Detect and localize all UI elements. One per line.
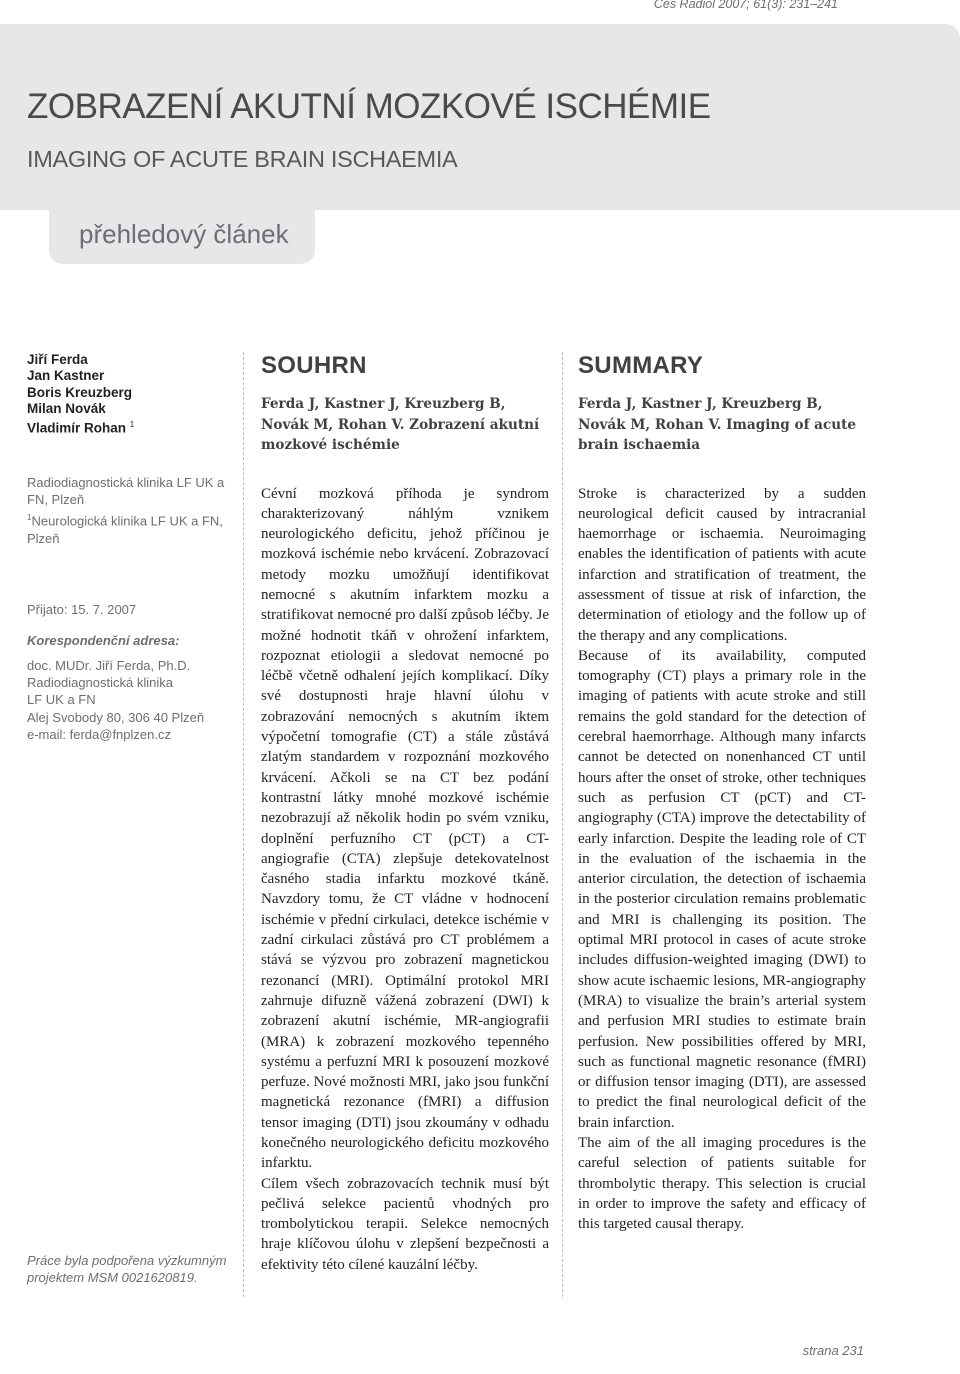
- summary-column: [578, 352, 866, 1234]
- correspondence-line: doc. MUDr. Jiří Ferda, Ph.D.: [27, 658, 191, 673]
- summary-citation: Ferda J, Kastner J, Kreuzberg B, Novák M, Rohan V. Imaging of acute brain ischaemia: [578, 396, 857, 453]
- column-divider-right: [562, 352, 563, 1297]
- column-divider-left: [243, 352, 244, 1297]
- affiliation-mark: 1: [27, 512, 32, 522]
- correspondence-line: LF UK a FN: [27, 692, 96, 708]
- summary-heading: SUMMARY: [578, 352, 704, 379]
- correspondence-line: Alej Svobody 80, 306 40 Plzeň: [27, 709, 205, 725]
- summary-paragraph: The aim of the all imaging procedures is the careful selection of patients suitable for thrombolytic therapy. This selection is crucial in order to improve the safety and efficacy of this targeted causal therapy.: [578, 1135, 866, 1233]
- article-title-english: IMAGING OF ACUTE BRAIN ISCHAEMIA: [27, 146, 458, 172]
- affiliation-1: Radiodiagnostická klinika LF UK a FN, Plzeň: [27, 475, 225, 508]
- grant-note: Práce byla podpořena výzkumným projektem MSM 0021620819.: [27, 1253, 227, 1286]
- correspondence-email: e-mail: ferda@fnplzen.cz: [27, 726, 171, 742]
- page-number: strana 231: [802, 1343, 864, 1358]
- souhrn-heading: SOUHRN: [261, 352, 367, 379]
- summary-body: [578, 484, 866, 1235]
- souhrn-paragraph: Cévní mozková příhoda je syndrom charakterizovaný náhlým vznikem neurologického deficitu, jehož příčinou je mozková ischémie nebo krvácení. Zobrazovací metody mozku umožňují identifikovat nemocné s akutním infarktem mozku a stratifikovat nemocné pro další způsob léčby. Je možné hodnotit tkáň v ohrožení infarktem, rozpoznat etiologii a sledovat nemocné po léčbě včetně odhalení jejích komplikací. Díky své dostupnosti hraje hlavní úlohu v zobrazování nemocných s akutním iktem výpočetní tomografie (CT) a stále zůstává zlatým standardem v rozpoznání mozkového krvácení. Ačkoli se na CT bez podání kontrastní látky mnohé mozkové ischémie nezobrazují až několik hodin po svém vzniku, doplnění perfuzního CT (pCT) a CT-angiografie (CTA) zlepšuje detekovatelnost časného stadia infarktu mozkové tkáně. Navzdory tomu, že CT vládne v hodnocení ischémie v přední cirkulaci, detekce ischémie v zadní cirkulaci zůstává pro CT problémem a stává se výzvou pro zobrazení magnetickou rezonancí (MRI). Optimální protokol MRI zahrnuje difuzně vážená zobrazení (DWI) k zobrazení akutní ischémie, MR-angiografii (MRA) k zobrazení mozkového tepenného systému a perfuzní MRI k posouzení mozkové perfuze. Nové možnosti MRI, jako jsou funkční magnetická rezonance (fMRI) a diffusion tensor imaging (DTI) jsou zkoumány v odhadu konečného neurologického deficitu mozkového infarktu.: [261, 485, 549, 1172]
- correspondence-line: Radiodiagnostická klinika: [27, 675, 173, 691]
- accepted-date: Přijato: 15. 7. 2007: [27, 602, 137, 617]
- article-type-tab: [49, 206, 315, 264]
- correspondence-label: Korespondenční adresa:: [27, 633, 180, 648]
- souhrn-column: [261, 352, 549, 1275]
- author: Milan Novák: [27, 400, 106, 416]
- summary-paragraph: Stroke is characterized by a sudden neurological deficit caused by intracranial haemorrhage or ischaemia. Neuroimaging enables the identification of patients with acute infarction and stratification of treatment, the assessment of tissue at risk of infarction, the determination of etiology and the follow up of the therapy and any complications.: [578, 485, 866, 644]
- author: Jiří Ferda: [27, 352, 88, 367]
- journal-reference: Ces Radiol 2007; 61(3): 231–241: [653, 0, 838, 11]
- author: Boris Kreuzberg: [27, 384, 133, 400]
- author-name: Vladimír Rohan: [27, 420, 127, 436]
- author: [27, 417, 134, 437]
- affiliation-2-text: Neurologická klinika LF UK a FN, Plzeň: [27, 513, 223, 546]
- affiliation-2: [27, 509, 232, 547]
- article-title-czech: ZOBRAZENÍ AKUTNÍ MOZKOVÉ ISCHÉMIE: [27, 87, 711, 126]
- summary-paragraph: Because of its availability, computed tomography (CT) plays a primary role in the imaging of patients with acute stroke and still remains the gold standard for the detection of cerebral haemorrhage. Although many infarcts cannot be detected on nonenhanced CT until hours after the onset of stroke, other techniques such as perfusion CT (pCT) and CT-angiography (CTA) improve the detectability of early infarction. Despite the leading role of CT in the evaluation of the ischaemia in the anterior circulation, the detection of ischaemia in the posterior circulation remains problematic and MRI is challenging its position. The optimal MRI protocol in cases of acute stroke includes diffusion-weighted imaging (DWI) to show acute ischaemic lesions, MR-angiography (MRA) to visualize the brain’s arterial system and perfusion MRI studies to estimate brain perfusion. New possibilities offered by MRI, such as functional magnetic resonance (fMRI) or diffusion tensor imaging (DTI), are assessed to predict the final neurological deficit of the brain infarction.: [578, 647, 866, 1131]
- author: Jan Kastner: [27, 368, 105, 384]
- article-type-label: přehledový článek: [79, 219, 289, 249]
- author-list: [27, 352, 134, 437]
- souhrn-paragraph: Cílem všech zobrazovacích technik musí být pečlivá selekce pacientů vhodných pro trombolytickou terapii. Selekce nemocných hraje klíčovou úlohu v zlepšení bezpečnosti a efektivity této cílené kauzální léčby.: [261, 1175, 549, 1273]
- correspondence-address: [27, 657, 237, 743]
- affiliations: [27, 474, 232, 547]
- souhrn-citation: Ferda J, Kastner J, Kreuzberg B, Novák M, Rohan V. Zobrazení akutní mozkové ischémie: [261, 396, 540, 453]
- author-affiliation-mark: 1: [129, 420, 135, 430]
- souhrn-body: [261, 484, 549, 1276]
